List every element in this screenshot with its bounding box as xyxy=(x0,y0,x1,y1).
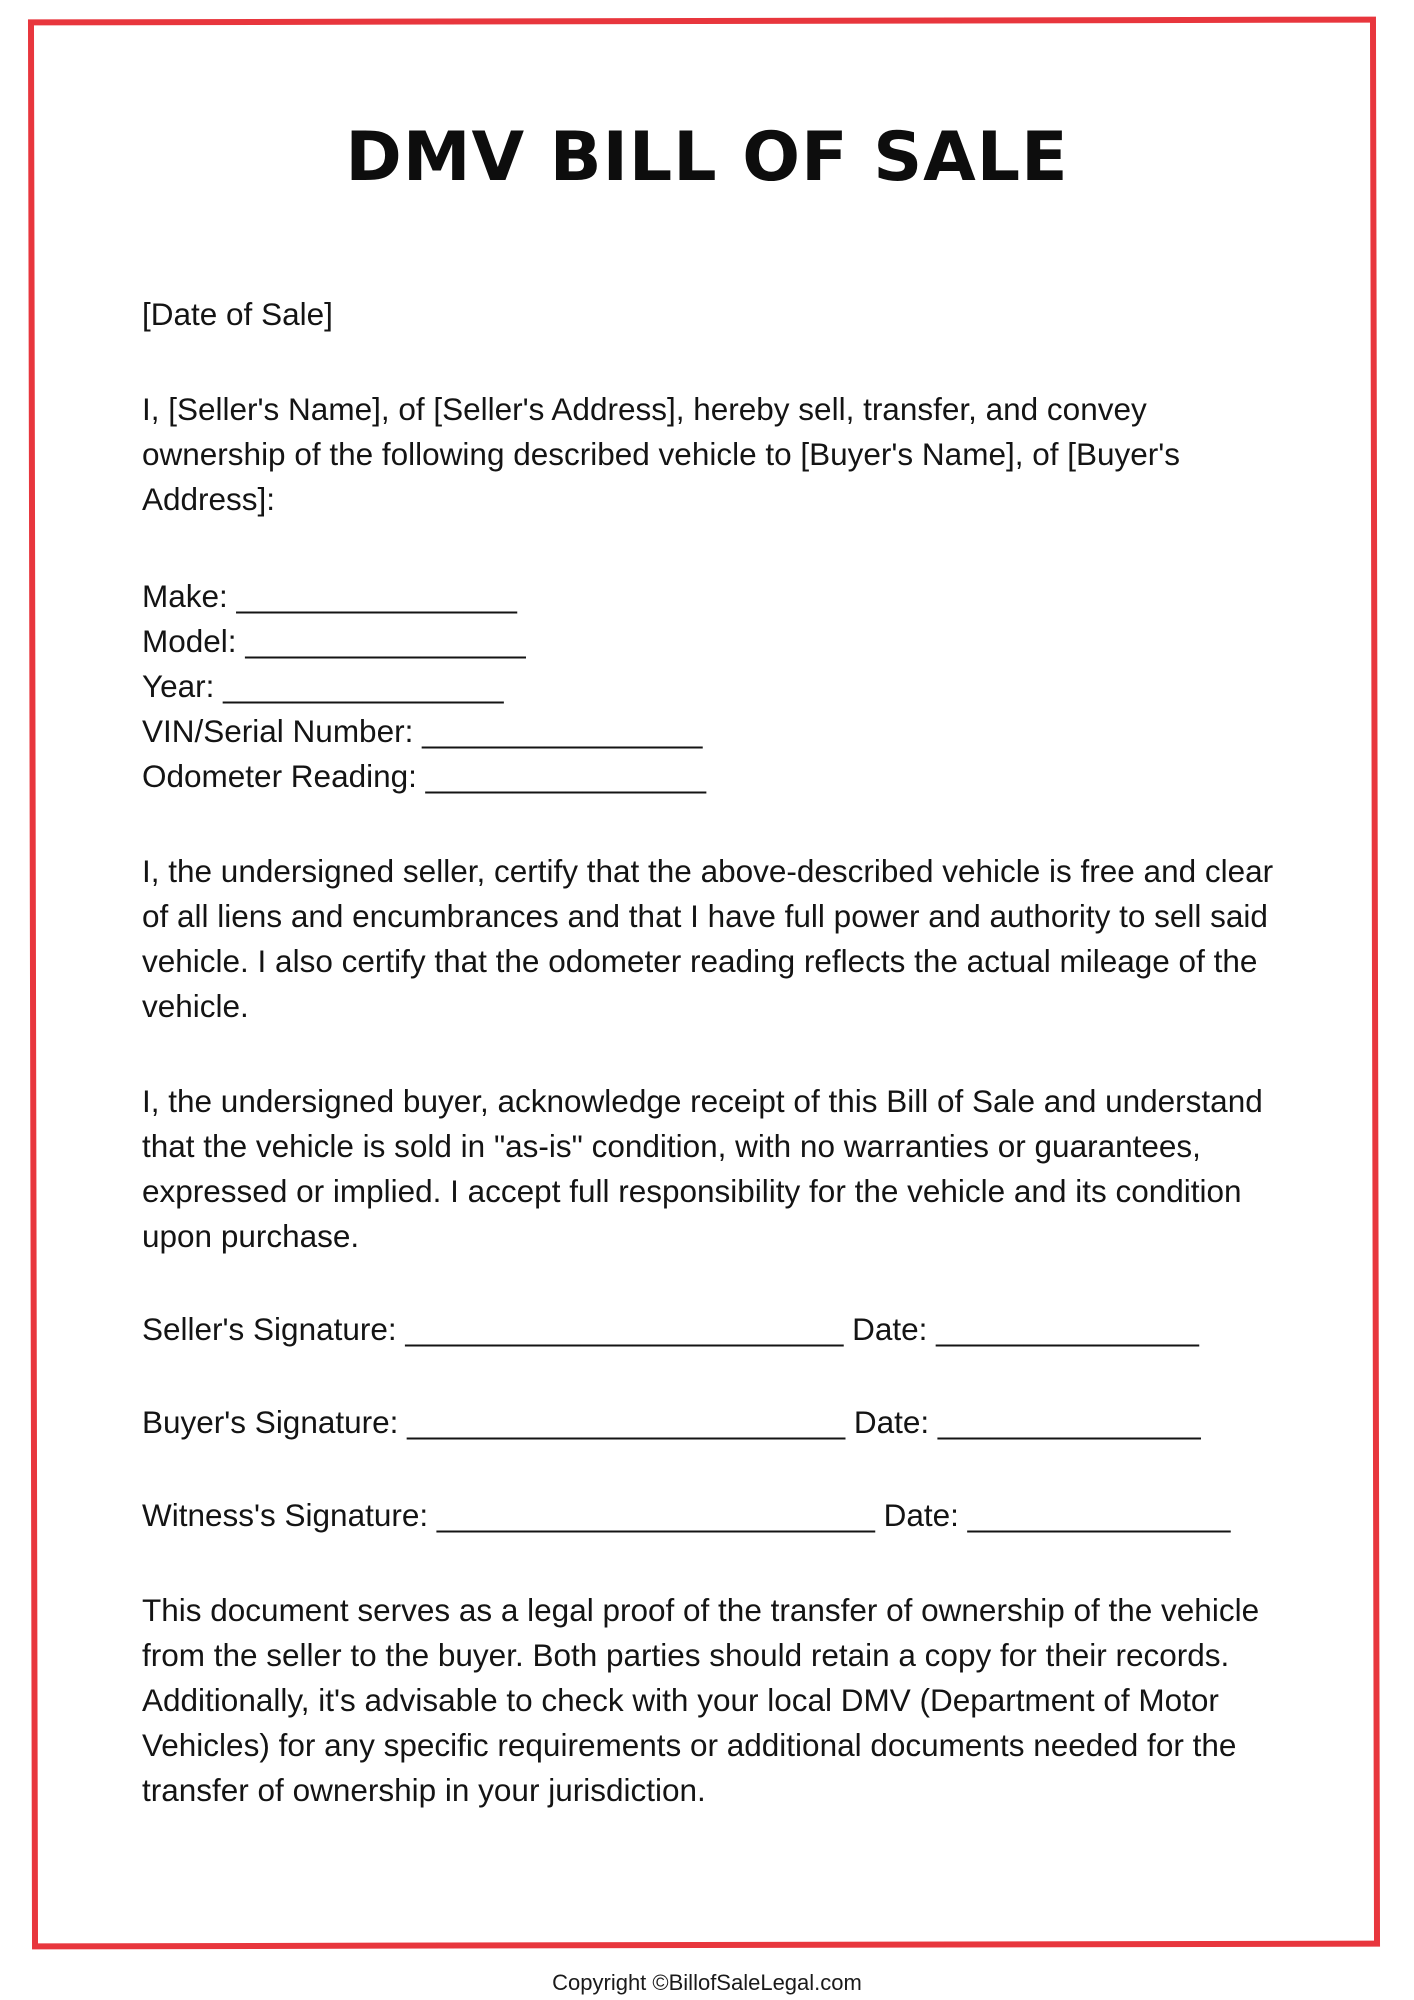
date-of-sale-placeholder: [Date of Sale] xyxy=(142,296,333,332)
field-odometer-blank[interactable]: ________________ xyxy=(425,758,706,794)
buyer-signature-line[interactable]: Buyer's Signature: _________________________ Date: _______________ xyxy=(142,1404,1201,1440)
field-make-blank[interactable]: ________________ xyxy=(236,578,517,614)
witness-signature-line[interactable]: Witness's Signature: _________________________ Date: _______________ xyxy=(142,1497,1231,1533)
buyer-acknowledgment-paragraph: I, the undersigned buyer, acknowledge receipt of this Bill of Sale and understand that the vehicle is sold in "as-is" condition, with no warranties or guarantees, expressed or implied. I accept full responsibility for the vehicle and its condition upon purchase. xyxy=(142,1083,1263,1254)
document-title: DMV BILL OF SALE xyxy=(345,118,1069,197)
field-make-label: Make: xyxy=(142,578,228,614)
seller-certification-paragraph: I, the undersigned seller, certify that the above-described vehicle is free and clear of all liens and encumbrances and that I have full power and authority to sell said vehicle. I also certify that the odometer reading reflects the actual mileage of the vehicle. xyxy=(142,853,1274,1024)
document-body xyxy=(142,292,1292,1813)
vehicle-fields xyxy=(142,574,1292,799)
copyright-footer: Copyright ©BillofSaleLegal.com xyxy=(552,1970,862,1995)
field-vin-blank[interactable]: ________________ xyxy=(422,713,703,749)
field-year-label: Year: xyxy=(142,668,215,704)
intro-paragraph: I, [Seller's Name], of [Seller's Address], hereby sell, transfer, and convey ownership of the following described vehicle to [Buyer's Name], of [Buyer's Address]: xyxy=(142,391,1181,517)
field-model-label: Model: xyxy=(142,623,237,659)
field-vin xyxy=(142,709,1292,754)
field-odometer xyxy=(142,754,1292,799)
field-vin-label: VIN/Serial Number: xyxy=(142,713,414,749)
seller-signature-line[interactable]: Seller's Signature: _________________________ Date: _______________ xyxy=(142,1311,1199,1347)
closing-paragraph: This document serves as a legal proof of the transfer of ownership of the vehicle from the seller to the buyer. Both parties should retain a copy for their records. Additionally, it's advisable to check with your local DMV (Department of Motor Vehicles) for any specific requirements or additional documents needed for the transfer of ownership in your jurisdiction. xyxy=(142,1592,1260,1808)
field-model-blank[interactable]: ________________ xyxy=(245,623,526,659)
field-model xyxy=(142,619,1292,664)
field-make xyxy=(142,574,1292,619)
field-year-blank[interactable]: ________________ xyxy=(223,668,504,704)
field-odometer-label: Odometer Reading: xyxy=(142,758,417,794)
field-year xyxy=(142,664,1292,709)
signature-block xyxy=(142,1307,1292,1538)
